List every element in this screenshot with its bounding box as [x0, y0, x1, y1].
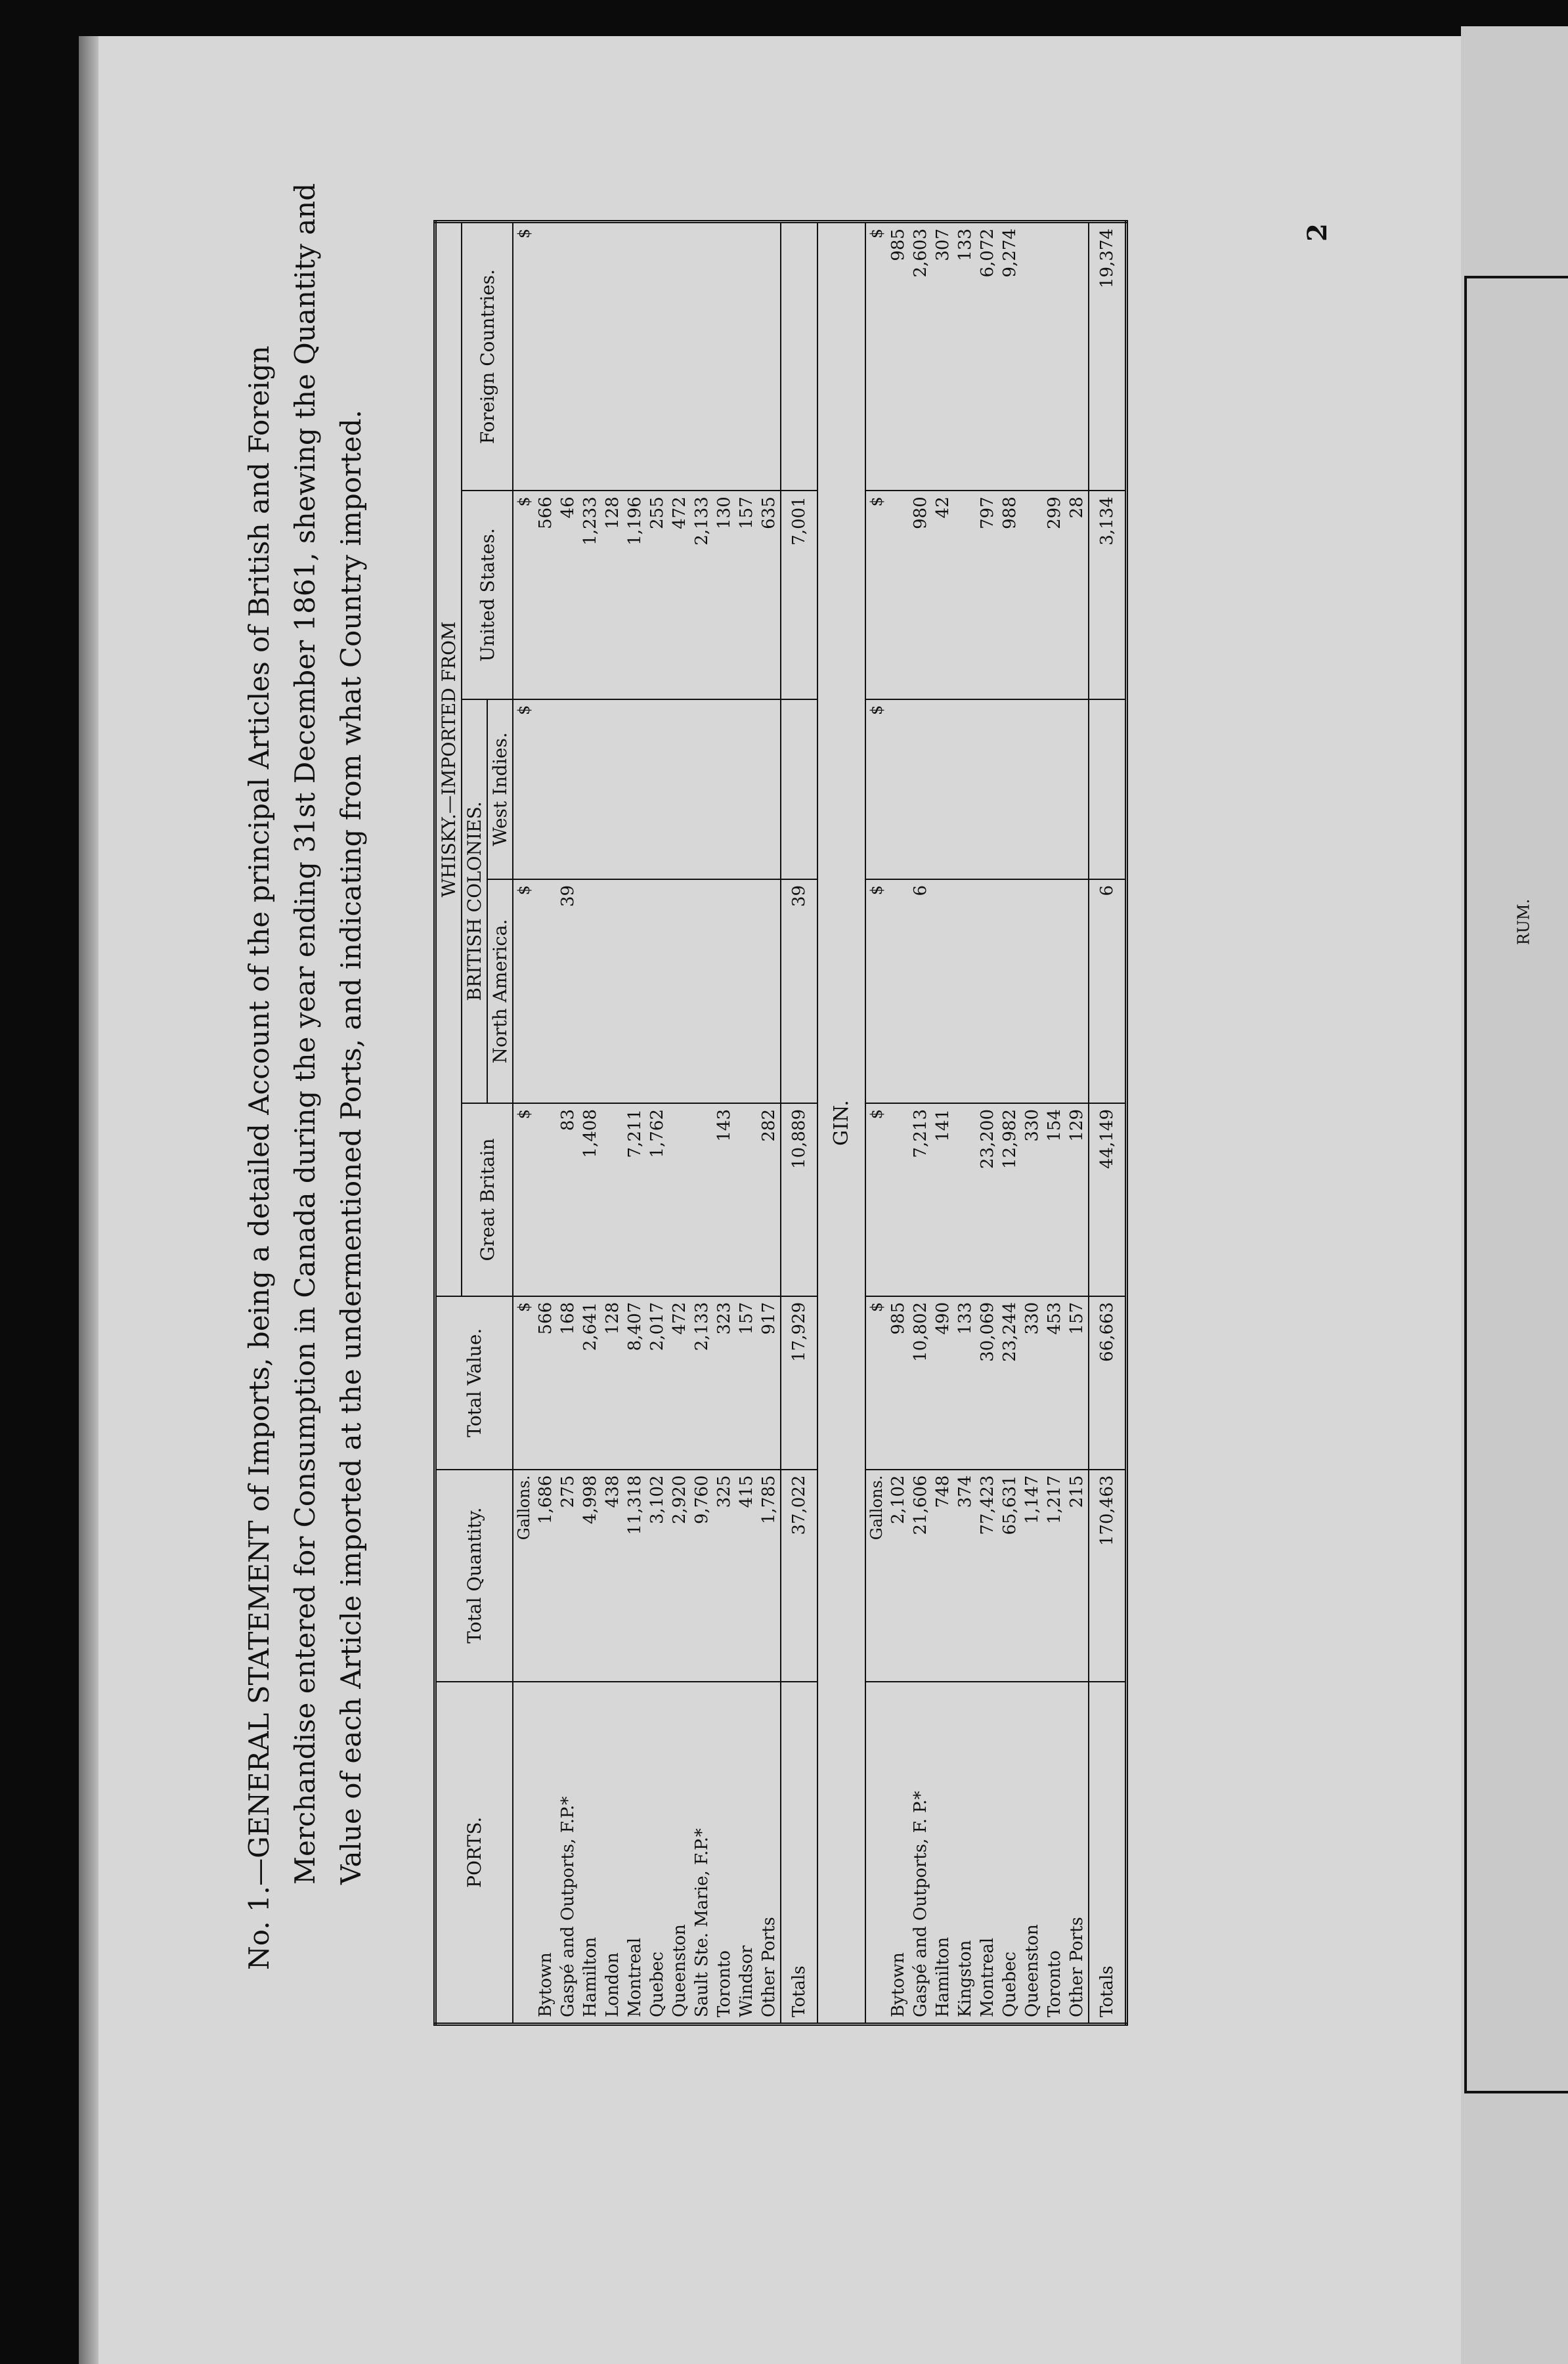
gin-na-cell — [1066, 879, 1089, 1103]
whisky-wi-cell — [735, 699, 758, 879]
gin-qty-cell: 65,631 — [999, 1470, 1021, 1682]
unit-dollar: $ — [513, 491, 534, 699]
gin-gb-cell: 141 — [932, 1103, 954, 1296]
gin-val-cell: 490 — [932, 1296, 954, 1470]
imports-table — [433, 220, 1128, 2026]
gin-us-cell: 980 — [909, 491, 932, 699]
whisky-gb-cell — [735, 1103, 758, 1296]
gin-qty-cell: 374 — [954, 1470, 976, 1682]
unit-gallons: Gallons. — [513, 1470, 534, 1682]
header-imported-from: WHISKY.—IMPORTED FROM — [435, 222, 462, 1296]
table-row — [713, 222, 735, 2025]
port-name: Quebec — [999, 1682, 1021, 2025]
gin-qty-cell: 2,102 — [887, 1470, 909, 1682]
gin-wi-cell — [1066, 699, 1089, 879]
whisky-qty-cell: 325 — [713, 1470, 735, 1682]
whisky-fc-cell — [601, 222, 624, 491]
whisky-section — [513, 222, 817, 2025]
whisky-na-cell — [758, 879, 781, 1103]
unit-dollar: $ — [513, 1296, 534, 1470]
unit-row — [865, 222, 887, 2025]
gin-val-cell: 330 — [1021, 1296, 1043, 1470]
whisky-na-cell — [668, 879, 691, 1103]
whisky-gb-cell: 143 — [713, 1103, 735, 1296]
port-name: Windsor — [735, 1682, 758, 2025]
port-name: Queenston — [1021, 1682, 1043, 2025]
statement-title — [236, 98, 433, 1970]
unit-dollar: $ — [513, 879, 534, 1103]
whisky-val-cell: 8,407 — [624, 1296, 646, 1470]
whisky-val-cell: 2,017 — [646, 1296, 668, 1470]
facing-page-rum-heading: RUM. — [1514, 898, 1533, 946]
port-name: Bytown — [534, 1682, 557, 2025]
gin-gb-cell: 330 — [1021, 1103, 1043, 1296]
gin-na-cell — [1021, 879, 1043, 1103]
gin-gb-cell — [887, 1103, 909, 1296]
whisky-wi-cell — [758, 699, 781, 879]
unit-dollar: $ — [865, 699, 887, 879]
whisky-qty-cell: 1,686 — [534, 1470, 557, 1682]
gin-total-gb: 44,149 — [1089, 1103, 1127, 1296]
gin-fc-cell: 133 — [954, 222, 976, 491]
gin-total-na: 6 — [1089, 879, 1127, 1103]
gin-val-cell: 30,069 — [976, 1296, 999, 1470]
table-row — [646, 222, 668, 2025]
whisky-us-cell: 46 — [557, 491, 579, 699]
whisky-qty-cell: 11,318 — [624, 1470, 646, 1682]
gin-val-cell: 23,244 — [999, 1296, 1021, 1470]
whisky-total-us: 7,001 — [781, 491, 817, 699]
table-row — [999, 222, 1021, 2025]
unit-dollar: $ — [865, 1296, 887, 1470]
whisky-us-cell: 472 — [668, 491, 691, 699]
whisky-qty-cell: 1,785 — [758, 1470, 781, 1682]
whisky-total-fc — [781, 222, 817, 491]
unit-gallons: Gallons. — [865, 1470, 887, 1682]
gin-na-cell — [999, 879, 1021, 1103]
header-total-value: Total Value. — [435, 1296, 513, 1470]
gin-na-cell — [932, 879, 954, 1103]
gin-wi-cell — [932, 699, 954, 879]
gin-gb-cell: 129 — [1066, 1103, 1089, 1296]
whisky-us-cell: 1,196 — [624, 491, 646, 699]
whisky-val-cell: 2,641 — [579, 1296, 601, 1470]
gin-total-us: 3,134 — [1089, 491, 1127, 699]
whisky-totals-row — [781, 222, 817, 2025]
whisky-wi-cell — [579, 699, 601, 879]
unit-row — [513, 222, 534, 2025]
imports-table-wrapper — [433, 220, 1320, 2026]
gin-gb-cell: 7,213 — [909, 1103, 932, 1296]
whisky-total-wi — [781, 699, 817, 879]
table-row — [579, 222, 601, 2025]
table-row — [624, 222, 646, 2025]
whisky-val-cell: 157 — [735, 1296, 758, 1470]
gin-heading: GIN. — [817, 222, 865, 2025]
whisky-wi-cell — [601, 699, 624, 879]
whisky-gb-cell — [601, 1103, 624, 1296]
whisky-val-cell: 168 — [557, 1296, 579, 1470]
table-row — [1021, 222, 1043, 2025]
gin-us-cell: 988 — [999, 491, 1021, 699]
port-name: Toronto — [1043, 1682, 1066, 2025]
gin-wi-cell — [887, 699, 909, 879]
whisky-na-cell — [579, 879, 601, 1103]
gin-us-cell: 42 — [932, 491, 954, 699]
whisky-na-cell — [646, 879, 668, 1103]
port-name: Other Ports — [758, 1682, 781, 2025]
gin-us-cell — [887, 491, 909, 699]
totals-label: Totals — [781, 1682, 817, 2025]
gin-val-cell: 133 — [954, 1296, 976, 1470]
table-row — [887, 222, 909, 2025]
whisky-total-val: 17,929 — [781, 1296, 817, 1470]
gin-fc-cell: 2,603 — [909, 222, 932, 491]
gin-na-cell — [1043, 879, 1066, 1103]
table-row — [735, 222, 758, 2025]
whisky-wi-cell — [691, 699, 713, 879]
header-united-states: United States. — [462, 491, 513, 699]
gin-wi-cell — [999, 699, 1021, 879]
whisky-fc-cell — [579, 222, 601, 491]
whisky-fc-cell — [557, 222, 579, 491]
whisky-fc-cell — [735, 222, 758, 491]
whisky-wi-cell — [713, 699, 735, 879]
whisky-us-cell: 157 — [735, 491, 758, 699]
whisky-na-cell — [601, 879, 624, 1103]
whisky-na-cell — [691, 879, 713, 1103]
whisky-wi-cell — [534, 699, 557, 879]
port-name: Other Ports — [1066, 1682, 1089, 2025]
port-name: London — [601, 1682, 624, 2025]
table-row — [932, 222, 954, 2025]
unit-dollar: $ — [865, 1103, 887, 1296]
whisky-us-cell: 566 — [534, 491, 557, 699]
gin-gb-cell: 23,200 — [976, 1103, 999, 1296]
gin-us-cell: 797 — [976, 491, 999, 699]
whisky-gb-cell: 7,211 — [624, 1103, 646, 1296]
whisky-qty-cell: 4,998 — [579, 1470, 601, 1682]
port-name: Toronto — [713, 1682, 735, 2025]
gin-us-cell — [954, 491, 976, 699]
gin-na-cell — [887, 879, 909, 1103]
whisky-wi-cell — [557, 699, 579, 879]
title-line-2: Merchandise entered for Consumption in Canada during the year ending 31st December 1861, shewing the Quantity and — [289, 183, 321, 1885]
whisky-gb-cell — [691, 1103, 713, 1296]
whisky-total-qty: 37,022 — [781, 1470, 817, 1682]
gin-val-cell: 985 — [887, 1296, 909, 1470]
table-row — [691, 222, 713, 2025]
gin-qty-cell: 77,423 — [976, 1470, 999, 1682]
table-row — [668, 222, 691, 2025]
port-name: Quebec — [646, 1682, 668, 2025]
gin-na-cell — [976, 879, 999, 1103]
header-foreign-countries: Foreign Countries. — [462, 222, 513, 491]
whisky-qty-cell: 9,760 — [691, 1470, 713, 1682]
whisky-gb-cell — [534, 1103, 557, 1296]
gin-fc-cell: 985 — [887, 222, 909, 491]
whisky-total-na: 39 — [781, 879, 817, 1103]
table-row — [534, 222, 557, 2025]
gin-us-cell: 299 — [1043, 491, 1066, 699]
whisky-val-cell: 128 — [601, 1296, 624, 1470]
whisky-gb-cell — [668, 1103, 691, 1296]
port-name: Queenston — [668, 1682, 691, 2025]
table-row — [601, 222, 624, 2025]
whisky-fc-cell — [624, 222, 646, 491]
port-name: Gaspé and Outports, F.P.* — [557, 1682, 579, 2025]
whisky-us-cell: 130 — [713, 491, 735, 699]
gin-us-cell: 28 — [1066, 491, 1089, 699]
port-name: Gaspé and Outports, F. P.* — [909, 1682, 932, 2025]
header-west-indies: West Indies. — [487, 699, 513, 879]
header-north-america: North America. — [487, 879, 513, 1103]
unit-dollar: $ — [865, 879, 887, 1103]
gin-fc-cell: 307 — [932, 222, 954, 491]
whisky-val-cell: 323 — [713, 1296, 735, 1470]
gin-qty-cell: 1,217 — [1043, 1470, 1066, 1682]
whisky-fc-cell — [534, 222, 557, 491]
port-name: Montreal — [976, 1682, 999, 2025]
table-row — [954, 222, 976, 2025]
table-row — [976, 222, 999, 2025]
gin-wi-cell — [1043, 699, 1066, 879]
whisky-wi-cell — [646, 699, 668, 879]
port-name: Hamilton — [579, 1682, 601, 2025]
gin-val-cell: 10,802 — [909, 1296, 932, 1470]
whisky-fc-cell — [646, 222, 668, 491]
gin-fc-cell — [1066, 222, 1089, 491]
gin-section — [817, 222, 1127, 2025]
header-ports: PORTS. — [435, 1682, 513, 2025]
whisky-qty-cell: 3,102 — [646, 1470, 668, 1682]
whisky-gb-cell: 1,762 — [646, 1103, 668, 1296]
gin-qty-cell: 215 — [1066, 1470, 1089, 1682]
whisky-na-cell: 39 — [557, 879, 579, 1103]
rotated-content — [105, 98, 1418, 2266]
whisky-qty-cell: 415 — [735, 1470, 758, 1682]
whisky-gb-cell: 282 — [758, 1103, 781, 1296]
whisky-val-cell: 566 — [534, 1296, 557, 1470]
gin-total-wi — [1089, 699, 1127, 879]
gin-wi-cell — [976, 699, 999, 879]
title-line-3: Value of each Article imported at the undermentioned Ports, and indicating from what Country imported. — [335, 409, 367, 1885]
gin-gb-cell: 12,982 — [999, 1103, 1021, 1296]
gin-val-cell: 453 — [1043, 1296, 1066, 1470]
header-british-colonies: BRITISH COLONIES. — [462, 699, 487, 1103]
whisky-us-cell: 635 — [758, 491, 781, 699]
title-line-1: No. 1.—GENERAL STATEMENT of Imports, being a detailed Account of the principal Articles of British and Foreign — [243, 345, 275, 1970]
whisky-qty-cell: 438 — [601, 1470, 624, 1682]
port-name: Bytown — [887, 1682, 909, 2025]
whisky-na-cell — [713, 879, 735, 1103]
whisky-qty-cell: 2,920 — [668, 1470, 691, 1682]
header-great-britain: Great Britain — [462, 1103, 513, 1296]
totals-label: Totals — [1089, 1682, 1127, 2025]
gin-fc-cell — [1043, 222, 1066, 491]
port-name: Kingston — [954, 1682, 976, 2025]
gin-total-val: 66,663 — [1089, 1296, 1127, 1470]
port-name: Hamilton — [932, 1682, 954, 2025]
whisky-us-cell: 255 — [646, 491, 668, 699]
unit-dollar: $ — [865, 222, 887, 491]
page-number: 2 — [1302, 223, 1333, 242]
table-row — [909, 222, 932, 2025]
table-row — [1043, 222, 1066, 2025]
whisky-gb-cell: 1,408 — [579, 1103, 601, 1296]
gin-total-fc: 19,374 — [1089, 222, 1127, 491]
whisky-na-cell — [624, 879, 646, 1103]
whisky-wi-cell — [668, 699, 691, 879]
whisky-wi-cell — [624, 699, 646, 879]
table-row — [758, 222, 781, 2025]
unit-dollar: $ — [865, 491, 887, 699]
whisky-qty-cell: 275 — [557, 1470, 579, 1682]
gin-na-cell: 6 — [909, 879, 932, 1103]
gin-gb-cell — [954, 1103, 976, 1296]
port-name: Montreal — [624, 1682, 646, 2025]
gin-us-cell — [1021, 491, 1043, 699]
gin-qty-cell: 1,147 — [1021, 1470, 1043, 1682]
whisky-val-cell: 917 — [758, 1296, 781, 1470]
unit-dollar: $ — [513, 1103, 534, 1296]
gin-total-qty: 170,463 — [1089, 1470, 1127, 1682]
whisky-fc-cell — [758, 222, 781, 491]
whisky-total-gb: 10,889 — [781, 1103, 817, 1296]
gin-totals-row — [1089, 222, 1127, 2025]
whisky-gb-cell: 83 — [557, 1103, 579, 1296]
gin-qty-cell: 21,606 — [909, 1470, 932, 1682]
gin-val-cell: 157 — [1066, 1296, 1089, 1470]
facing-page-table-border — [1464, 276, 1568, 2093]
gin-qty-cell: 748 — [932, 1470, 954, 1682]
whisky-us-cell: 2,133 — [691, 491, 713, 699]
whisky-val-cell: 472 — [668, 1296, 691, 1470]
facing-page — [1461, 26, 1568, 2364]
whisky-fc-cell — [713, 222, 735, 491]
table-row — [1066, 222, 1089, 2025]
page-edge — [79, 36, 98, 2364]
gin-na-cell — [954, 879, 976, 1103]
gin-wi-cell — [954, 699, 976, 879]
whisky-fc-cell — [668, 222, 691, 491]
whisky-us-cell: 1,233 — [579, 491, 601, 699]
whisky-na-cell — [735, 879, 758, 1103]
port-name: Sault Ste. Marie, F.P.* — [691, 1682, 713, 2025]
gin-fc-cell — [1021, 222, 1043, 491]
whisky-fc-cell — [691, 222, 713, 491]
table-row — [557, 222, 579, 2025]
whisky-us-cell: 128 — [601, 491, 624, 699]
gin-fc-cell: 6,072 — [976, 222, 999, 491]
gin-fc-cell: 9,274 — [999, 222, 1021, 491]
header-total-quantity: Total Quantity. — [435, 1470, 513, 1682]
whisky-val-cell: 2,133 — [691, 1296, 713, 1470]
gin-wi-cell — [909, 699, 932, 879]
whisky-na-cell — [534, 879, 557, 1103]
unit-dollar: $ — [513, 699, 534, 879]
gin-gb-cell: 154 — [1043, 1103, 1066, 1296]
gin-wi-cell — [1021, 699, 1043, 879]
unit-dollar: $ — [513, 222, 534, 491]
